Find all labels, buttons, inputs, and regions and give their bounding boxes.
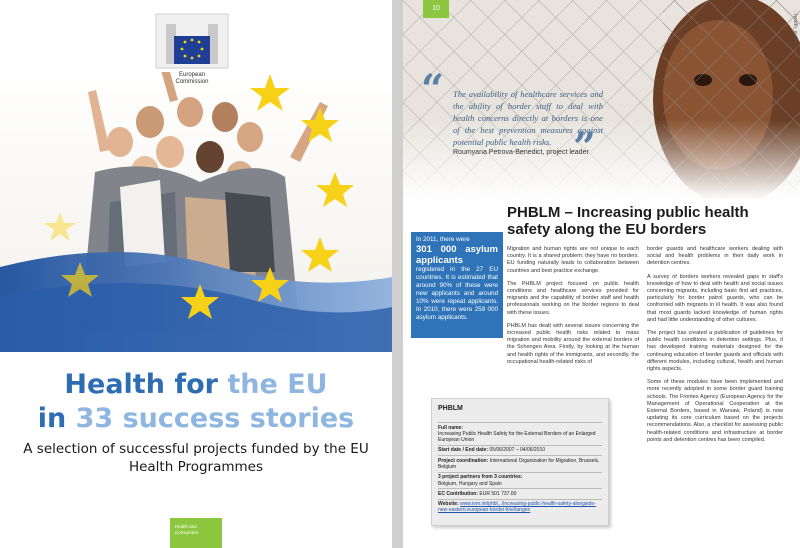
info-heading: PHBLM	[438, 405, 463, 412]
cover-photo	[0, 62, 392, 352]
paragraph: Migration and human rights are not unique to each country. It is a shared problem: they have no borders. EU funding naturally leads to collaboration between countries and best practice exchange.	[507, 246, 639, 274]
close-quote-icon: ”	[573, 124, 597, 171]
info-label: Full name:	[438, 424, 464, 431]
text-column-2	[647, 246, 783, 450]
info-label: 3 project partners from 3 countries:	[438, 474, 523, 481]
paragraph: PHBLM has dealt with several issues concerning the increased public health risks related to mass migration and mobility around the external borders of the Schengen Area. Firstly, by looking at the human and health rights of the immigrants, and secondly, the occupational health-related risks of	[507, 322, 639, 365]
info-value: 05/06/2007 – 04/06/2010	[489, 447, 546, 454]
info-partners	[438, 472, 602, 489]
quote-author: Roumyana Petrova-Benedict, project leader	[453, 149, 589, 156]
fact-text: In 2011, there were	[416, 236, 470, 243]
dg-badge: Health and Consumers	[170, 518, 222, 548]
info-coordination	[438, 455, 602, 472]
paragraph: border guards and healthcare workers dealing with social and health problems in their daily work in detention centres.	[647, 246, 783, 267]
cover-page	[0, 0, 392, 548]
info-value: International Organization for Migration, Brussels, Belgium	[438, 457, 600, 470]
title-part: Health for	[64, 369, 228, 400]
fact-text: registered in the 27 EU countries. It is estimated that around 90% of these were new applicants and around 10% were repeat applicants. In 2010, there were 259 000 asylum applicants.	[416, 266, 498, 321]
page-number: 10	[423, 0, 449, 18]
info-full-name	[438, 422, 602, 445]
info-value: Belgium, Hungary and Spain	[438, 480, 502, 487]
logo-caption: European Commission	[175, 72, 209, 85]
title-part-light: 33 success stories	[75, 403, 355, 434]
paragraph: A survey of borders workers revealed gaps in staff's knowledge of how to deal with health and social issues concerning migrants, including basic first aid practices, particularly for border patrol guards, who can be confronted with migrants in ill health. It was also found that most guards lacked knowledge of human rights and had little understanding of other cultures.	[647, 273, 783, 323]
article-page	[403, 0, 800, 548]
fact-box	[411, 232, 503, 338]
paragraph: The project has created a publication of guidelines for public health conditions in detention settings. Plus, it has developed training materials designed for the continuing education of border guards and officials with different modules, including cultural, health and human rights aspects.	[647, 330, 783, 373]
info-value: Increasing Public Health Safety for the External Borders of an Enlarged European Union	[438, 430, 596, 444]
website-link[interactable]: www.iom.int/phbl.../increasing-public-health-safety-alongside-new-eastern-european-border-line/langen	[438, 501, 596, 514]
paragraph: Some of these modules have been implemented and more recently adopted in some border guard training schools. The Frontex Agency (European Agency for the Management of Operational Cooperation at the External Borders, based in Warsaw, Poland) is now updating its core curriculum based on the projects recommendations. Also, a checklist for assessing public health-related conditions and infrastructure at border points and detention centres has been compiled.	[647, 379, 783, 443]
cover-title	[0, 368, 392, 436]
text-column-1	[507, 246, 639, 372]
info-label: Start date / End date:	[438, 447, 489, 454]
article-title: PHBLM – Increasing public health safety along the EU borders	[507, 204, 749, 238]
pull-quote: The availability of healthcare services and the ability of border staff to deal with health concerns directly at borders is one of the best prevention measures against potential public health risks.	[453, 89, 603, 147]
info-label: Website:	[438, 501, 459, 508]
title-part-light: the EU	[227, 369, 328, 400]
info-dates	[438, 445, 602, 455]
side-url: ...health_eu/ph_2e	[792, 10, 798, 52]
title-part: in	[37, 403, 76, 434]
info-website	[438, 499, 602, 516]
paragraph: The PHBLM project focused on public health conditions and healthcare services provided for migrants and the capability of border staff and health professionals working on the border regions to deal with these issues.	[507, 280, 639, 316]
info-value: EUR 501 737.00	[479, 490, 517, 497]
open-quote-icon: “	[421, 66, 445, 113]
info-label: Project coordination:	[438, 457, 489, 464]
cover-subtitle: A selection of successful projects funded by the EU Health Programmes	[23, 441, 369, 475]
group-photo-illustration	[0, 62, 392, 352]
info-ec-contribution	[438, 488, 602, 498]
fact-figure: 301 000 asylum applicants	[416, 244, 498, 266]
info-label: EC Contribution:	[438, 490, 478, 497]
european-commission-logo	[152, 10, 232, 92]
project-info-box	[431, 398, 609, 526]
